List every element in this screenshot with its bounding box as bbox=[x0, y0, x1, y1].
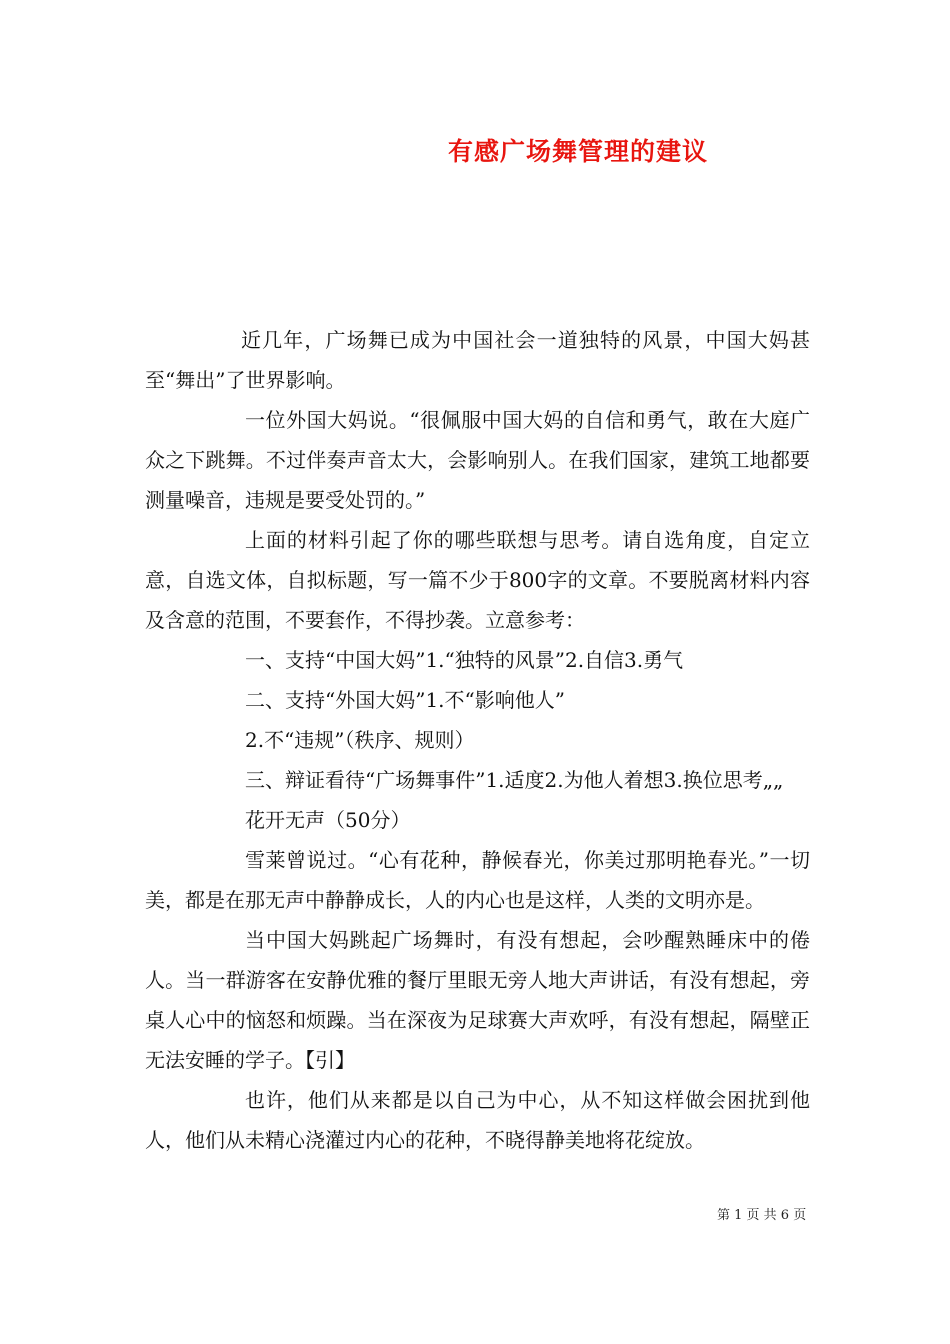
paragraph-examples: 当中国大妈跳起广场舞时，有没有想起，会吵醒熟睡床中的倦人。当一群游客在安静优雅的餐厅里眼无旁人地大声讲话，有没有想起，旁桌人心中的恼怒和烦躁。当在深夜为足球赛大声欢呼，有没有想起，隔壁正无法安睡的学子。【引】 bbox=[145, 928, 810, 1072]
paragraph-perhaps: 也许，他们从来都是以自己为中心，从不知这样做会困扰到他人，他们从未精心浇灌过内心的花种，不晓得静美地将花绽放。 bbox=[145, 1088, 810, 1152]
paragraph-prompt: 上面的材料引起了你的哪些联想与思考。请自选角度，自定立意，自选文体，自拟标题，写一篇不少于800字的文章。不要脱离材料内容及含意的范围，不要套作，不得抄袭。立意参考： bbox=[145, 528, 810, 632]
reference-point-2: 二、支持“外国大妈”1.不“影响他人” bbox=[245, 688, 565, 712]
paragraph-foreign-quote: 一位外国大妈说。“很佩服中国大妈的自信和勇气，敢在大庭广众之下跳舞。不过伴奏声音太大，会影响别人。在我们国家，建筑工地都要测量噪音，违规是要受处罚的。” bbox=[145, 408, 810, 512]
reference-point-3: 三、辩证看待“广场舞事件”1.适度2.为他人着想3.换位思考„„ bbox=[245, 768, 784, 792]
reference-point-1: 一、支持“中国大妈”1.“独特的风景”2.自信3.勇气 bbox=[245, 648, 684, 672]
paragraph-shelley: 雪莱曾说过。“心有花种，静候春光，你美过那明艳春光。”一切美，都是在那无声中静静成长，人的内心也是这样，人类的文明亦是。 bbox=[145, 848, 810, 912]
document-body bbox=[145, 320, 810, 1160]
document-title: 有感广场舞管理的建议 bbox=[448, 137, 709, 166]
reference-point-2-sub: 2.不“违规”（秩序、规则） bbox=[245, 728, 475, 752]
paragraph-intro: 近几年，广场舞已成为中国社会一道独特的风景，中国大妈甚至“舞出”了世界影响。 bbox=[145, 328, 810, 392]
essay-title: 花开无声（50分） bbox=[245, 808, 411, 832]
page-footer: 第 1 页 共 6 页 bbox=[717, 1208, 807, 1223]
